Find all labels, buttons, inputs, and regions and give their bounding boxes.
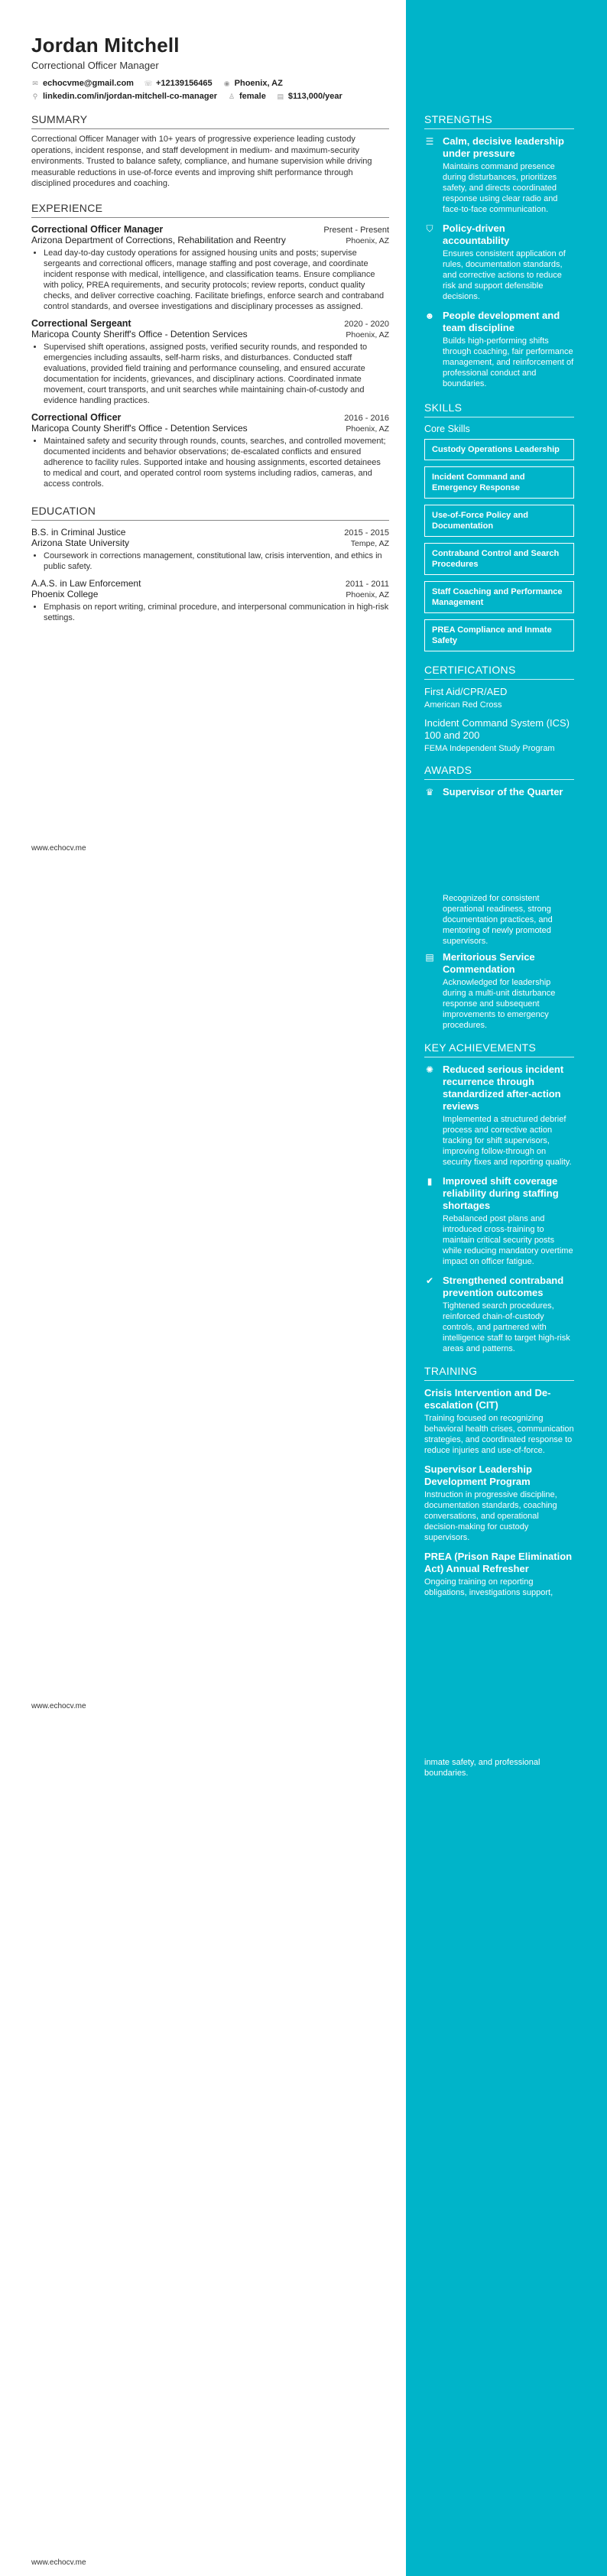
training-title: PREA (Prison Rape Elimination Act) Annual Refresher — [424, 1551, 573, 1574]
award-title: Supervisor of the Quarter — [443, 786, 563, 797]
skills-heading: SKILLS — [424, 401, 574, 417]
achievement-title: Reduced serious incident recurrence through standardized after-action reviews — [443, 1064, 564, 1112]
education-entry — [31, 578, 389, 623]
education-heading: EDUCATION — [31, 505, 389, 521]
sidebar-page-1 — [424, 113, 574, 806]
edu-bullet: • Emphasis on report writing, criminal procedure, and interpersonal communication in high-risk settings. — [44, 602, 389, 623]
experience-entry — [31, 412, 389, 489]
skill-pill: Use-of-Force Policy and Documentation — [424, 505, 574, 537]
shield-icon: ⛉ — [426, 223, 433, 234]
strength-item — [424, 223, 574, 302]
skill-pill: Custody Operations Leadership — [424, 439, 574, 460]
achievements-heading: KEY ACHIEVEMENTS — [424, 1041, 574, 1057]
training-desc: Training focused on recognizing behavioral health crises, communication strategies, and coordinated response to reduce injuries and use-of-force. — [424, 1414, 574, 1455]
achievement-item — [424, 1275, 574, 1354]
summary-heading: SUMMARY — [31, 113, 389, 129]
person-icon: ♙ — [228, 92, 235, 100]
sidebar-page-2 — [424, 892, 574, 1606]
training-title: Supervisor Leadership Development Program — [424, 1463, 532, 1487]
job-dates: 2020 - 2020 — [344, 319, 389, 329]
degree: A.A.S. in Law Enforcement — [31, 577, 141, 589]
job-bullet: • Lead day-to-day custody operations for assigned housing units and posts; supervise sergeants and correctional officers, manage staffing and post coverage, and coordinate incident response with medical, intelligence, and classification teams. Ensure compliance with policy, PREA requirements, and security protocols; review reports, conduct quality checks, and deliver corrective coaching. Facilitate briefings, enforce search and contraband control standards, and oversee investigations and disciplinary processes as assigned. — [44, 248, 389, 312]
job-title: Correctional Officer — [31, 411, 122, 423]
training-desc: Ongoing training on reporting obligations, investigations support, — [424, 1577, 553, 1597]
skill-pill: Incident Command and Emergency Response — [424, 466, 574, 499]
gender: female — [239, 92, 266, 101]
link-icon: ⚲ — [32, 92, 38, 100]
job-dates: Present - Present — [323, 225, 389, 235]
strength-desc: Maintains command presence during disturbances, prioritizes safety, and directs coordinated response using clear radio and face-to-face communication. — [443, 162, 558, 214]
strength-title: Calm, decisive leadership under pressure — [443, 135, 564, 159]
candidate-name: Jordan Mitchell — [31, 34, 180, 57]
strength-item — [424, 135, 574, 215]
strength-title: People development and team discipline — [443, 310, 560, 333]
job-location: Phoenix, AZ — [346, 424, 389, 434]
experience-entry — [31, 318, 389, 406]
linkedin[interactable]: linkedin.com/in/jordan-mitchell-co-manager — [43, 92, 217, 101]
check-circle-icon: ✔ — [425, 1275, 434, 1286]
job-location: Phoenix, AZ — [346, 330, 389, 339]
edu-dates: 2011 - 2011 — [345, 579, 389, 589]
edu-bullet: • Coursework in corrections management, constitutional law, crisis intervention, and ethics in public safety. — [44, 551, 389, 572]
edu-dates: 2015 - 2015 — [344, 528, 389, 538]
location: Phoenix, AZ — [234, 79, 283, 88]
email[interactable]: echocvme@gmail.com — [43, 79, 134, 88]
location-icon: ◉ — [223, 79, 230, 87]
bar-chart-icon: ▮ — [427, 1176, 433, 1187]
training-desc: Instruction in progressive discipline, documentation standards, coaching conversations, and operational decision-making for custody supervisors. — [424, 1490, 557, 1542]
award-item — [424, 786, 574, 798]
spinner-icon: ✺ — [425, 1064, 434, 1075]
people-icon: ☻ — [424, 310, 435, 321]
cert-issuer: American Red Cross — [424, 700, 502, 710]
skill-pill: Staff Coaching and Performance Management — [424, 581, 574, 613]
job-title: Correctional Sergeant — [31, 317, 131, 329]
job-bullet: • Supervised shift operations, assigned posts, verified security rounds, and responded to emergencies including assaults, self-harm risks, and disturbances. Conducted staff evaluations, provided field training and performance counseling, and ensured accurate documentation for incidents, grievances, and disciplinary actions. Coordinated inmate movement, court transports, and unit searches while maintaining chain-of-custody and evidence handling practices. — [44, 342, 389, 406]
salary: $113,000/year — [287, 92, 342, 101]
footer-url: www.echocv.me — [31, 1702, 86, 1710]
edu-location: Phoenix, AZ — [346, 590, 389, 599]
money-icon: ▤ — [277, 92, 284, 100]
achievement-desc: Rebalanced post plans and introduced cross-training to maintain critical security posts while reducing mandatory overtime impact on officer fatigue. — [443, 1214, 573, 1266]
strength-item — [424, 310, 574, 389]
achievement-desc: Implemented a structured debrief process and corrective action tracking for shift supervisors, improving follow-through on security fixes and reporting quality. — [443, 1115, 572, 1167]
award-item — [424, 951, 574, 1031]
summary-text: Correctional Officer Manager with 10+ years of progressive experience leading custody operations, incident response, and staff development in medium- and maximum-security environments. Trusted to balance safety, compliance, and humane supervision while driving measurable reductions in use-of-force events and improving shift performance through disciplined procedures and coaching. — [31, 135, 372, 188]
job-bullet: • Maintained safety and security through rounds, counts, searches, and controlled movement; documented incidents and behavior observations; de-escalated conflicts and ensured adherence to facility rules. Supported intake and housing assignments, escorted detainees to medical and court, and operated control room systems including radios, cameras, and access controls. — [44, 436, 389, 489]
certifications-heading: CERTIFICATIONS — [424, 664, 574, 680]
phone-icon: ☏ — [144, 79, 153, 87]
job-dates: 2016 - 2016 — [344, 413, 389, 423]
achievement-item — [424, 1064, 574, 1168]
award-desc: Recognized for consistent operational readiness, strong documentation practices, and mentoring of newly promoted supervisors. — [443, 894, 553, 946]
award-title: Meritorious Service Commendation — [443, 951, 535, 975]
skill-pill: Contraband Control and Search Procedures — [424, 543, 574, 575]
document-icon: ▤ — [425, 952, 434, 963]
achievement-desc: Tightened search procedures, reinforced chain-of-custody controls, and partnered with intelligence staff to target high-risk areas and patterns. — [443, 1301, 570, 1353]
trophy-icon: ♛ — [425, 787, 434, 797]
degree: B.S. in Criminal Justice — [31, 526, 126, 538]
school: Phoenix College — [31, 588, 99, 599]
achievement-item — [424, 1175, 574, 1267]
candidate-title: Correctional Officer Manager — [31, 60, 159, 71]
main-column — [31, 34, 389, 623]
footer-url: www.echocv.me — [31, 844, 86, 853]
mail-icon: ✉ — [32, 79, 38, 87]
list-icon: ☰ — [425, 136, 434, 147]
strength-desc: Builds high-performing shifts through coaching, fair performance management, and reinforcement of professional conduct and boundaries. — [443, 336, 574, 388]
job-org: Maricopa County Sheriff's Office - Detention Services — [31, 328, 248, 339]
job-location: Phoenix, AZ — [346, 236, 389, 245]
training-heading: TRAINING — [424, 1365, 574, 1381]
edu-location: Tempe, AZ — [350, 538, 389, 548]
education-entry — [31, 527, 389, 572]
achievement-title: Strengthened contraband prevention outcomes — [443, 1275, 564, 1298]
cert-title: Incident Command System (ICS) 100 and 200 — [424, 717, 570, 741]
strengths-heading: STRENGTHS — [424, 113, 574, 129]
award-desc: Acknowledged for leadership during a multi-unit disturbance response and subsequent improvements to emergency procedures. — [443, 978, 556, 1030]
strength-desc: Ensures consistent application of rules, documentation standards, and corrective actions to reduce risk and support defensible decisions. — [443, 249, 566, 301]
training-title: Crisis Intervention and De-escalation (CIT) — [424, 1387, 551, 1411]
achievement-title: Improved shift coverage reliability during staffing shortages — [443, 1175, 559, 1211]
job-title: Correctional Officer Manager — [31, 223, 164, 235]
job-org: Arizona Department of Corrections, Rehabilitation and Reentry — [31, 234, 286, 245]
footer-url: www.echocv.me — [31, 2558, 86, 2567]
training-desc-continued: inmate safety, and professional boundaries. — [424, 1758, 540, 1778]
core-skills-label: Core Skills — [424, 424, 470, 434]
strength-title: Policy-driven accountability — [443, 223, 510, 246]
cert-title: First Aid/CPR/AED — [424, 686, 508, 697]
experience-heading: EXPERIENCE — [31, 202, 389, 218]
job-org: Maricopa County Sheriff's Office - Detention Services — [31, 422, 248, 434]
sidebar-page-3 — [424, 1756, 574, 1779]
school: Arizona State University — [31, 537, 130, 548]
awards-heading: AWARDS — [424, 764, 574, 780]
phone[interactable]: +12139156465 — [155, 79, 213, 88]
experience-entry — [31, 224, 389, 312]
skill-pill: PREA Compliance and Inmate Safety — [424, 619, 574, 651]
contact-info — [31, 79, 389, 101]
cert-issuer: FEMA Independent Study Program — [424, 744, 555, 753]
